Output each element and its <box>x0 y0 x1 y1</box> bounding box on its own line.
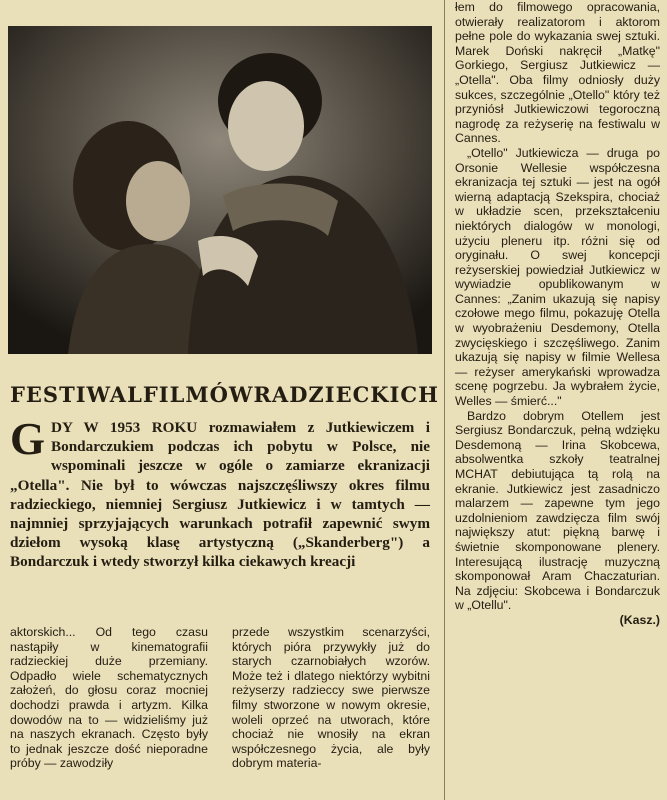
film-still-photo <box>8 26 432 354</box>
article-headline <box>10 382 439 407</box>
drop-cap: G <box>10 414 46 464</box>
film-still-image <box>8 26 432 354</box>
column-text: przede wszystkim scenarzyści, których pióra przywykły już do starych czarnobiałych wzorów. Może też i dlatego niektórzy wybitni reżyserzy radzieccy swe pierwsze filmy stworzone w nowym okresie, woleli oprzeć na utworach, które chociaż nie wnosiły na ekran współczesnego życia, ale były dobrym materia- <box>232 625 430 771</box>
author-signature: (Kasz.) <box>619 612 660 627</box>
lead-paragraph <box>10 414 430 572</box>
headline-word: FILMÓW <box>142 382 254 407</box>
article-column-2 <box>232 625 430 771</box>
article-column-1 <box>10 625 208 771</box>
headline-word: FESTIWAL <box>10 382 143 407</box>
column-text: aktorskich... Od tego czasu nastąpiły w kinematografii radzieckiej duże przemiany. Odpadło wiele schematycznych założeń, do głosu coraz mocniej dochodzi prawda i artyzm. Kilka dowodów na to — widzieliśmy już na naszych ekranach. Często były to jednak jeszcze dość nieporadne próby — zawodziły <box>10 625 208 771</box>
column-paragraph: Bardzo dobrym Otellem jest Sergiusz Bondarczuk, pełną wdzięku Desdemoną — Irina Skobcewa, absolwentka szkoły teatralnej MCHAT debiutująca tą rolą na ekranie. Jutkiewicz jest zasadniczo malarzem — zapewne tym jego uzdolnieniom zawdzięcza film swój największy atut: piękną barwę i świetnie skomponowane plenery. Interesującą ilustrację muzyczną skomponował Aram Chaczaturian. Na zdjęciu: Skobcewa i Bondarczuk w „Otellu". <box>455 408 660 613</box>
column-divider <box>444 0 445 800</box>
lead-text: DY W 1953 ROKU rozmawiałem z Jutkiewiczem i Bondarczukiem podczas ich pobytu w Polsce, nie wspominali jeszcze w ogóle o zamiarze ekranizacji „Otella". Nie był to wówczas najszczęśliwszy okres filmu radzieckiego, niemniej Sergiusz Jutkiewicz i w tamtych — najmniej sprzyjających warunkach potrafił zapewnić swym dziełom wysoką klasę artystyczną („Skanderberg") a Bondarczuk i wtedy stworzył kilka ciekawych kreacji <box>10 419 430 571</box>
column-paragraph: „Otello" Jutkiewicza — druga po Orsonie Wellesie współczesna ekranizacja tej sztuki — jest na ogół wierną adaptacją Szekspira, chociaż w układzie scen, przekształceniu niektórych dialogów w monologi, użyciu pleneru itp. różni się od oryginału. O swej koncepcji reżyserskiej powiedział Jutkiewicz w wywiadzie opublikowanym w Cannes: „Zanim ukazują się napisy czołowe mego filmu, pokazuję Otella w wyobrażeniu Desdemony, Otella zwycięskiego i szczęśliwego. Zanim ukazują się napisy w filmie Wellesa — reżyser amerykański wprowadza scenę pogrzebu. Ja wybrałem życie, Welles — śmierć..." <box>455 145 660 409</box>
article-column-3 <box>455 0 660 628</box>
headline-word: RADZIECKICH <box>253 382 439 407</box>
column-paragraph: łem do filmowego opracowania, otwierały realizatorom i aktorom pełne pole do wykazania swej sztuki. Marek Doński nakręcił „Matkę" Gorkiego, Sergiusz Jutkiewicz — „Otella". Oba filmy odniosły duży sukces, szczególnie „Otello" który też przyniósł Jutkiewiczowi tegoroczną nagrodę za reżyserię na festiwalu w Cannes. <box>455 0 660 146</box>
